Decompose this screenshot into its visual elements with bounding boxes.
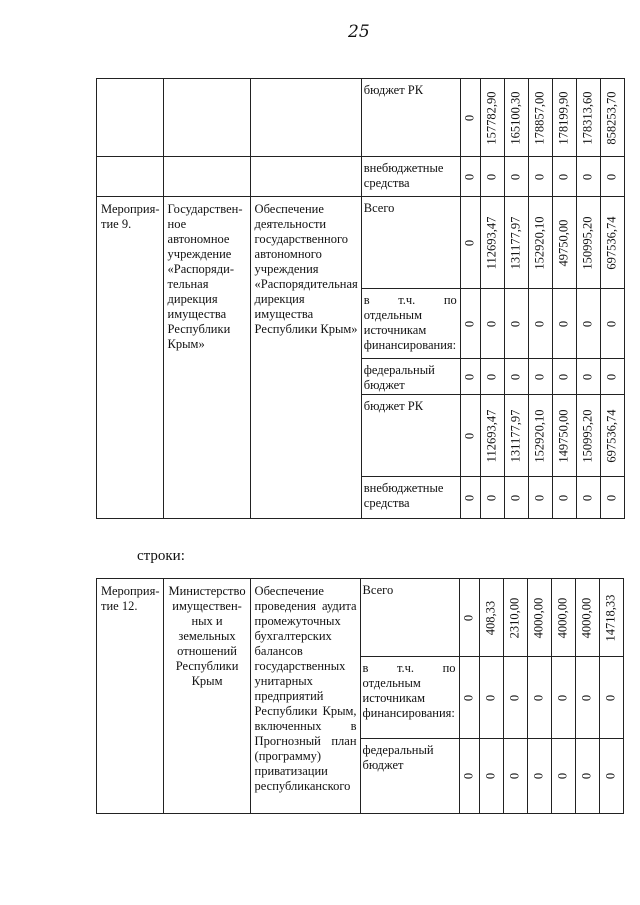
value-cell (576, 289, 600, 359)
description-cell: Обеспечение проведения аудита промежуточных бухгалтерских балансов государственных унитарных предприятий Республики Крым, включенных в Прогнозный план (программу) приватизации республиканского (250, 579, 360, 814)
value-cell (460, 395, 480, 477)
value-cell (552, 289, 576, 359)
budget-table-2 (96, 578, 624, 814)
category-cell: федеральный бюджет (361, 359, 460, 395)
value-text: 49750,00 (556, 219, 571, 266)
value-text: 0 (604, 494, 619, 501)
value-cell (479, 657, 503, 739)
page-number: 25 (348, 22, 370, 42)
value-text: 0 (483, 772, 498, 780)
value-cell (551, 657, 575, 739)
executor-cell: Министерство имуществен-ных и земельных отношений Республики Крым (163, 579, 250, 814)
value-cell (551, 579, 575, 657)
value-cell (528, 157, 552, 197)
value-text: 0 (580, 320, 595, 327)
value-text: 0 (555, 694, 570, 701)
value-cell (576, 359, 600, 395)
category-cell: федеральный бюджет (360, 739, 459, 814)
value-cell (504, 477, 528, 519)
value-cell (460, 359, 480, 395)
table-row (97, 579, 624, 657)
value-cell (528, 477, 552, 519)
category-cell: внебюджетные средства (361, 477, 460, 519)
value-cell (575, 579, 599, 657)
value-cell (459, 657, 479, 739)
value-text: 0 (462, 494, 477, 501)
value-cell (576, 477, 600, 519)
value-cell (504, 157, 528, 197)
value-text: 0 (484, 494, 499, 501)
value-text: 4000,00 (531, 597, 546, 638)
value-cell (552, 359, 576, 395)
value-cell (459, 579, 479, 657)
table-row (97, 197, 625, 289)
value-text: 0 (461, 694, 476, 701)
value-cell (527, 579, 551, 657)
value-cell (600, 289, 624, 359)
value-cell (528, 359, 552, 395)
value-cell (600, 79, 624, 157)
value-text: 0 (531, 772, 546, 780)
value-text: 0 (484, 320, 499, 327)
value-text: 0 (532, 173, 547, 180)
value-cell (599, 579, 623, 657)
value-cell (599, 739, 623, 814)
value-text: 0 (604, 173, 619, 180)
value-cell (480, 157, 504, 197)
value-cell (460, 197, 480, 289)
category-cell: Всего (361, 197, 460, 289)
value-cell (480, 289, 504, 359)
table-row (97, 79, 625, 157)
value-text: 0 (532, 494, 547, 501)
value-text: 0 (579, 694, 594, 701)
value-text: 0 (462, 114, 477, 121)
budget-table-1 (96, 78, 625, 519)
value-cell (576, 79, 600, 157)
value-text: 0 (462, 432, 477, 439)
value-cell (552, 79, 576, 157)
value-cell (503, 739, 527, 814)
value-text: 0 (556, 494, 571, 501)
value-text: 0 (484, 173, 499, 180)
value-text: 0 (461, 614, 476, 621)
value-text: 14718,33 (603, 594, 618, 641)
category-cell: бюджет РК (361, 395, 460, 477)
value-text: 152920,10 (532, 215, 547, 270)
value-text: 0 (461, 772, 476, 780)
value-cell (460, 477, 480, 519)
value-cell (600, 197, 624, 289)
category-cell: в т.ч. по отдельным источникам финансирования: (360, 657, 459, 739)
value-text: 0 (508, 320, 523, 327)
value-text: 0 (580, 373, 595, 380)
value-text: 0 (508, 373, 523, 380)
value-text: 150995,20 (580, 408, 595, 463)
value-text: 0 (483, 694, 498, 701)
value-text: 149750,00 (556, 408, 571, 463)
value-text: 0 (462, 373, 477, 380)
value-cell (576, 157, 600, 197)
value-text: 112693,47 (484, 409, 499, 462)
value-text: 4000,00 (579, 597, 594, 638)
value-cell (552, 197, 576, 289)
value-text: 0 (556, 320, 571, 327)
value-text: 0 (555, 772, 570, 780)
value-text: 0 (603, 694, 618, 701)
value-text: 858253,70 (604, 90, 619, 145)
value-cell (479, 579, 503, 657)
value-text: 131177,97 (508, 216, 523, 269)
value-text: 0 (508, 494, 523, 501)
value-text: 150995,20 (580, 215, 595, 270)
value-cell (504, 79, 528, 157)
value-cell (576, 197, 600, 289)
value-text: 0 (556, 373, 571, 380)
value-text: 178857,00 (532, 90, 547, 145)
value-cell (528, 197, 552, 289)
value-cell (599, 657, 623, 739)
value-cell (600, 477, 624, 519)
value-text: 0 (462, 173, 477, 180)
empty-cell (163, 79, 250, 157)
value-text: 0 (556, 173, 571, 180)
empty-cell (250, 79, 361, 157)
value-cell (552, 395, 576, 477)
value-cell (600, 359, 624, 395)
value-text: 131177,97 (508, 409, 523, 462)
value-text: 0 (532, 373, 547, 380)
value-text: 0 (580, 494, 595, 501)
value-text: 408,33 (483, 600, 498, 635)
empty-cell (97, 157, 164, 197)
value-text: 4000,00 (555, 597, 570, 638)
value-cell (552, 157, 576, 197)
category-cell: в т.ч. по отдельным источникам финансирования: (361, 289, 460, 359)
value-text: 178199,90 (556, 90, 571, 145)
value-cell (504, 395, 528, 477)
value-cell (503, 579, 527, 657)
description-cell: Обеспечение деятельности государственного автономного учреждения «Распорядительная дирекция имущества Республики Крым» (250, 197, 361, 519)
value-text: 0 (604, 373, 619, 380)
value-text: 0 (579, 772, 594, 780)
value-cell (575, 657, 599, 739)
value-text: 2310,00 (507, 597, 522, 638)
item-label-cell: Мероприя-тие 9. (97, 197, 164, 519)
value-cell (576, 395, 600, 477)
value-cell (460, 157, 480, 197)
empty-cell (163, 157, 250, 197)
section-label: строки: (137, 548, 185, 564)
value-cell (527, 657, 551, 739)
value-cell (479, 739, 503, 814)
value-text: 0 (507, 694, 522, 701)
value-cell (480, 79, 504, 157)
value-cell (459, 739, 479, 814)
value-text: 178313,60 (580, 90, 595, 145)
value-cell (575, 739, 599, 814)
value-cell (527, 739, 551, 814)
value-text: 0 (580, 173, 595, 180)
value-text: 152920,10 (532, 408, 547, 463)
value-text: 0 (462, 239, 477, 246)
category-cell: внебюджетные средства (361, 157, 460, 197)
value-text: 0 (604, 320, 619, 327)
value-cell (460, 289, 480, 359)
value-text: 112693,47 (484, 216, 499, 269)
value-text: 157782,90 (484, 90, 499, 145)
value-cell (480, 197, 504, 289)
value-cell (504, 197, 528, 289)
value-text: 697536,74 (604, 215, 619, 270)
value-text: 697536,74 (604, 408, 619, 463)
value-text: 165100,30 (508, 90, 523, 145)
value-text: 0 (532, 320, 547, 327)
value-text: 0 (462, 320, 477, 327)
value-cell (480, 395, 504, 477)
value-cell (552, 477, 576, 519)
value-cell (480, 359, 504, 395)
category-cell: Всего (360, 579, 459, 657)
empty-cell (250, 157, 361, 197)
value-cell (460, 79, 480, 157)
value-cell (504, 359, 528, 395)
value-text: 0 (484, 373, 499, 380)
value-cell (528, 79, 552, 157)
empty-cell (97, 79, 164, 157)
value-cell (600, 395, 624, 477)
value-cell (600, 157, 624, 197)
value-text: 0 (507, 772, 522, 780)
item-label-cell: Мероприя-тие 12. (97, 579, 164, 814)
category-cell: бюджет РК (361, 79, 460, 157)
value-cell (503, 657, 527, 739)
value-cell (551, 739, 575, 814)
value-text: 0 (531, 694, 546, 701)
value-text: 0 (508, 173, 523, 180)
value-text: 0 (603, 772, 618, 780)
table-row (97, 157, 625, 197)
value-cell (480, 477, 504, 519)
executor-cell: Государствен-ное автономное учреждение «Распоряди-тельная дирекция имущества Республики Крым» (163, 197, 250, 519)
value-cell (528, 289, 552, 359)
value-cell (504, 289, 528, 359)
value-cell (528, 395, 552, 477)
